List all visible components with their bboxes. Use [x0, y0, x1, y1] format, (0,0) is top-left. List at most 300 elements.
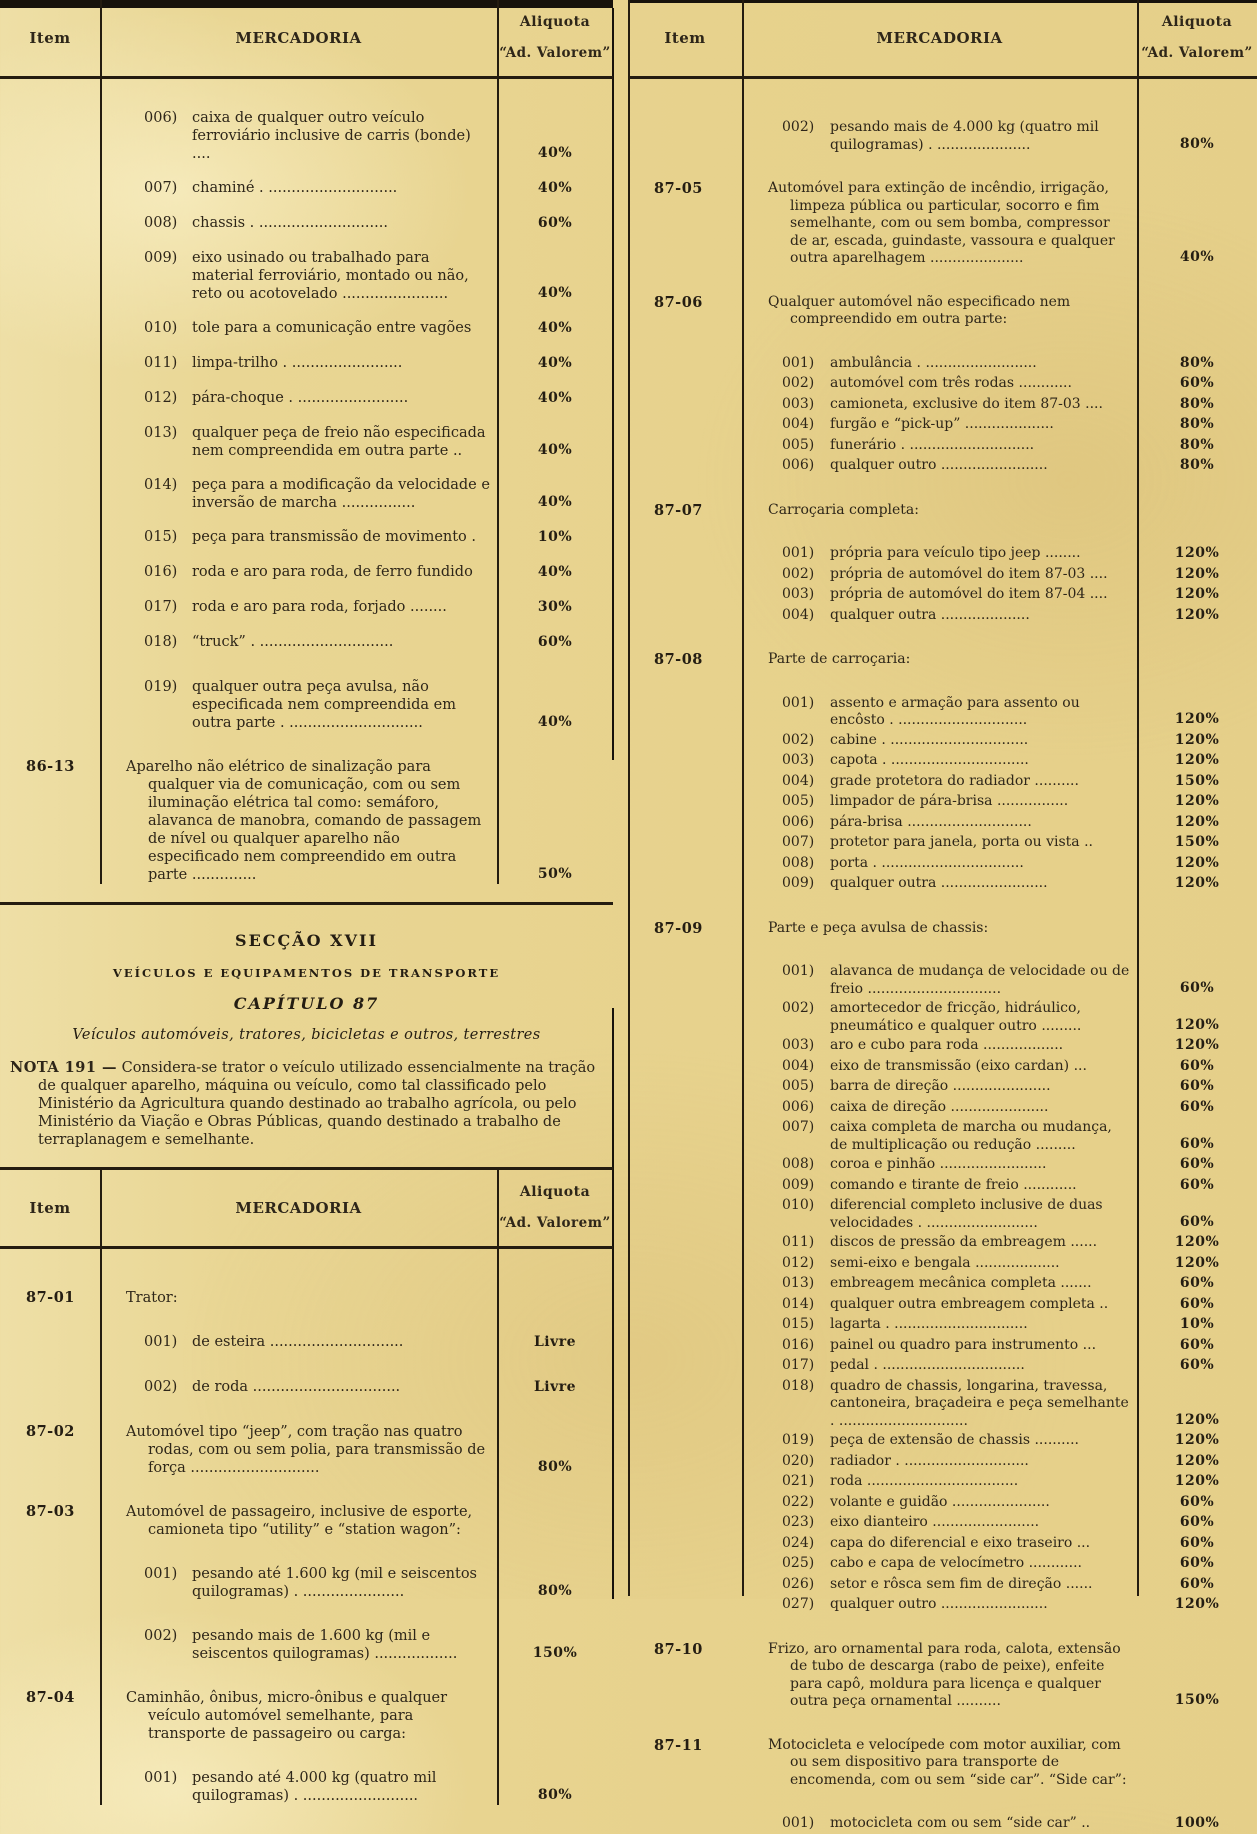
item-code	[628, 355, 742, 374]
description-text: volante e guidão ......................	[830, 1493, 1050, 1510]
item-code	[0, 1769, 100, 1805]
description-text: própria para veículo tipo jeep ........	[830, 545, 1081, 561]
table-row	[0, 528, 613, 547]
item-code	[628, 1197, 742, 1232]
description-text: qualquer outra ....................	[830, 606, 1030, 623]
mercadoria-description	[100, 1627, 497, 1663]
item-code	[628, 732, 742, 751]
col-header-item: Item	[29, 1199, 71, 1217]
description-text: Aparelho não elétrico de sinalização para qualquer via de comunicação, com ou sem iluminação elétrica tal como: semáforo, alavanca de manobra, comando de passagem de nível ou qualquer aparelho não especificado nem compreendido em outra parte ..............	[126, 759, 482, 883]
mercadoria-description	[742, 437, 1137, 456]
item-code	[628, 566, 742, 585]
table-header	[628, 0, 1257, 76]
sub-item-number: 010)	[782, 1197, 815, 1213]
item-code	[628, 1316, 742, 1335]
mercadoria-description	[742, 1535, 1137, 1554]
description-text: limpador de pára-brisa ................	[830, 793, 1069, 809]
section-subtitle: VEÍCULOS E EQUIPAMENTOS DE TRANSPORTE	[112, 966, 501, 980]
description-text: “truck” . .............................	[192, 634, 394, 650]
aliquota-rate: 40%	[537, 180, 573, 196]
sub-item-number: 022)	[782, 1493, 815, 1510]
description-text: cabine . ...............................	[830, 731, 1029, 748]
col-header-aliquota: Aliquota “Ad. Valorem”	[499, 1184, 611, 1231]
description-text: lagarta . ..............................	[830, 1316, 1028, 1332]
item-code	[0, 1565, 100, 1601]
table-row	[0, 424, 613, 460]
table-row	[628, 607, 1257, 626]
item-code	[0, 1627, 100, 1663]
aliquota-rate: 60%	[1179, 1156, 1215, 1172]
col-header-item: Item	[29, 29, 71, 47]
description-text: caixa completa de marcha ou mudança, de multiplicação ou redução .........	[830, 1119, 1112, 1153]
item-code: 87-04	[26, 1689, 75, 1706]
table-row	[628, 1296, 1257, 1315]
item-code	[0, 249, 100, 303]
sub-item-number: 011)	[782, 1234, 815, 1250]
item-code	[628, 1555, 742, 1574]
aliquota-rate: 120%	[1174, 731, 1220, 748]
aliquota-rate: 60%	[1179, 1295, 1215, 1312]
table-row	[628, 695, 1257, 730]
table-row	[628, 752, 1257, 771]
description-text: Parte e peça avulsa de chassis:	[768, 919, 989, 936]
mercadoria-description	[742, 1156, 1137, 1175]
mercadoria-description	[742, 1255, 1137, 1274]
col-header-mercadoria: MERCADORIA	[235, 1199, 362, 1217]
sub-item-number: 012)	[144, 390, 178, 406]
mercadoria-description	[742, 1296, 1137, 1315]
mercadoria-description	[100, 249, 497, 303]
aliquota-rate: 80%	[1179, 416, 1215, 432]
description-text: grade protetora do radiador ..........	[830, 772, 1079, 789]
sub-item-number: 001)	[782, 545, 815, 561]
table-row	[628, 732, 1257, 751]
chapter-description: Veículos automóveis, tratores, bicicletas e outros, terrestres	[72, 1027, 541, 1043]
sub-item-number: 003)	[782, 586, 815, 602]
description-text: alavanca de mudança de velocidade ou de freio ..............................	[830, 963, 1130, 997]
item-code	[0, 678, 100, 732]
sub-item-number: 025)	[782, 1555, 815, 1571]
mercadoria-description	[100, 179, 497, 198]
item-code	[0, 319, 100, 338]
table-row	[628, 1275, 1257, 1294]
description-text: peça para a modificação da velocidade e inversão de marcha ................	[192, 477, 490, 511]
aliquota-rate: 10%	[537, 529, 573, 545]
col-header-mercadoria: MERCADORIA	[235, 29, 362, 47]
aliquota-rate: Livre	[533, 1334, 577, 1350]
table-row	[0, 1289, 613, 1307]
aliquota-rate: 120%	[1174, 586, 1220, 602]
aliquota-rate: 60%	[1179, 1514, 1215, 1530]
sub-item-number: 002)	[782, 731, 815, 748]
table-row	[628, 180, 1257, 268]
description-text: camioneta, exclusive do item 87-03 ....	[830, 395, 1103, 412]
item-code	[628, 875, 742, 894]
mercadoria-description	[100, 476, 497, 512]
sub-item-number: 002)	[144, 1628, 178, 1644]
aliquota-rate: 120%	[1174, 793, 1220, 809]
item-code	[628, 607, 742, 626]
mercadoria-description	[100, 424, 497, 460]
aliquota-rate: 60%	[1179, 1135, 1215, 1152]
description-text: discos de pressão da embreagem ......	[830, 1234, 1098, 1250]
item-code: 87-06	[654, 293, 703, 311]
aliquota-rate: 60%	[1179, 1078, 1215, 1094]
mercadoria-description	[100, 1289, 497, 1307]
sub-item-number: 001)	[144, 1334, 178, 1350]
aliquota-rate: 150%	[1174, 772, 1220, 789]
description-text: coroa e pinhão ........................	[830, 1156, 1047, 1172]
description-text: assento e armação para assento ou encôsto . .............................	[830, 694, 1080, 728]
item-code	[0, 109, 100, 163]
aliquota-rate: 50%	[537, 866, 573, 882]
mercadoria-description	[742, 1641, 1137, 1711]
item-code	[628, 586, 742, 605]
description-text: de esteira .............................	[192, 1334, 404, 1350]
description-text: Parte de carroçaria:	[768, 651, 911, 667]
description-text: quadro de chassis, longarina, travessa, cantoneira, braçadeira e peça semelhante . .............................	[830, 1377, 1129, 1429]
item-code	[628, 1576, 742, 1595]
item-code: 87-11	[654, 1736, 703, 1754]
aliquota-rate	[1137, 936, 1257, 937]
mercadoria-description	[742, 834, 1137, 853]
sub-item-number: 006)	[782, 813, 815, 830]
table-row	[628, 773, 1257, 792]
mercadoria-description	[742, 732, 1137, 751]
table-row	[0, 678, 613, 732]
table-row	[628, 1535, 1257, 1554]
item-code	[628, 1275, 742, 1294]
mercadoria-description	[742, 119, 1137, 154]
table-row	[0, 1423, 613, 1477]
nota-paragraph	[10, 1059, 603, 1149]
item-code: 87-01	[26, 1289, 75, 1306]
description-text: peça de extensão de chassis ..........	[830, 1432, 1079, 1448]
description-text: eixo de transmissão (eixo cardan) ...	[830, 1057, 1087, 1074]
mercadoria-description	[742, 1275, 1137, 1294]
sub-item-number: 004)	[782, 606, 815, 623]
mercadoria-description	[100, 1565, 497, 1601]
sub-item-number: 014)	[144, 477, 178, 493]
table-row	[628, 396, 1257, 415]
item-code	[628, 1432, 742, 1451]
mercadoria-description	[742, 1357, 1137, 1376]
table-header	[0, 0, 613, 76]
description-text: embreagem mecânica completa .......	[830, 1275, 1092, 1291]
table-row	[0, 1689, 613, 1743]
sub-item-number: 018)	[144, 634, 178, 650]
aliquota-rate: 80%	[1179, 354, 1215, 371]
table-row	[0, 1627, 613, 1663]
description-text: Trator:	[126, 1290, 178, 1306]
description-text: porta . ................................	[830, 854, 1024, 871]
table-row	[628, 1177, 1257, 1196]
mercadoria-description	[100, 1423, 497, 1477]
mercadoria-description	[742, 1119, 1137, 1154]
item-code	[628, 1000, 742, 1035]
aliquota-rate: 60%	[1179, 1357, 1215, 1373]
description-text: Frizo, aro ornamental para roda, calota, extensão de tubo de descarga (rabo de peixe), enfeite para capô, moldura para licença e qualquer outra peça ornamental ..........	[768, 1640, 1121, 1709]
sub-item-number: 004)	[782, 772, 815, 789]
item-code	[628, 1255, 742, 1274]
item-code	[628, 437, 742, 456]
table-row	[0, 1565, 613, 1601]
aliquota-rate: 120%	[1174, 875, 1220, 891]
description-text: capota . ...............................	[830, 752, 1029, 768]
sub-item-number: 009)	[144, 250, 178, 266]
description-text: própria de automóvel do item 87-04 ....	[830, 586, 1108, 602]
item-code: 87-08	[654, 651, 703, 668]
sub-item-number: 004)	[782, 416, 815, 432]
item-code: 87-02	[26, 1423, 75, 1440]
table-row	[628, 1555, 1257, 1574]
tariff-table-lower-left	[0, 1170, 613, 1805]
aliquota-rate: 40%	[537, 320, 573, 336]
item-code	[628, 963, 742, 998]
sub-item-number: 001)	[782, 354, 815, 371]
aliquota-rate: 120%	[1174, 1254, 1220, 1271]
aliquota-rate: 60%	[1179, 1493, 1215, 1510]
sub-item-number: 027)	[782, 1596, 815, 1612]
table-row	[628, 375, 1257, 394]
sub-item-number: 016)	[144, 564, 178, 580]
description-text: Qualquer automóvel não especificado nem compreendido em outra parte:	[768, 293, 1071, 327]
item-code	[0, 528, 100, 547]
table-body	[0, 79, 613, 884]
description-text: automóvel com três rodas ............	[830, 375, 1072, 391]
mercadoria-description	[742, 920, 1137, 938]
aliquota-rate	[1137, 1788, 1257, 1789]
item-code: 87-03	[26, 1503, 75, 1520]
item-code	[628, 119, 742, 154]
mercadoria-description	[742, 855, 1137, 874]
sub-item-number: 026)	[782, 1575, 815, 1592]
sub-item-number: 002)	[782, 375, 815, 391]
sub-item-number: 018)	[782, 1377, 815, 1394]
mercadoria-description	[742, 1737, 1137, 1790]
description-text: roda e aro para roda, de ferro fundido	[192, 564, 473, 580]
aliquota-rate: 40%	[537, 355, 573, 371]
item-code: 87-09	[654, 919, 703, 937]
section-heading-block	[0, 905, 613, 1155]
aliquota-rate: 120%	[1174, 545, 1220, 561]
sub-item-number: 003)	[782, 395, 815, 412]
aliquota-rate: 30%	[537, 599, 573, 615]
description-text: qualquer outro ........................	[830, 1596, 1048, 1612]
item-code	[628, 396, 742, 415]
aliquota-rate: 80%	[1179, 436, 1215, 453]
item-code	[0, 476, 100, 512]
table-row	[628, 586, 1257, 605]
table-row	[628, 416, 1257, 435]
description-text: pesando mais de 1.600 kg (mil e seiscentos quilogramas) ..................	[192, 1628, 458, 1662]
table-row	[628, 1197, 1257, 1232]
item-code	[0, 389, 100, 408]
sub-item-number: 017)	[144, 599, 178, 615]
table-row	[0, 1378, 613, 1397]
item-code: 87-07	[654, 501, 703, 519]
item-code	[628, 1037, 742, 1056]
mercadoria-description	[742, 396, 1137, 415]
mercadoria-description	[742, 651, 1137, 669]
sub-item-number: 009)	[782, 1176, 815, 1193]
table-row	[628, 1255, 1257, 1274]
aliquota-rate: 60%	[1179, 1275, 1215, 1291]
item-code	[0, 179, 100, 198]
aliquota-rate: 80%	[537, 1459, 573, 1475]
description-text: pára-choque . ........................	[192, 390, 409, 406]
description-text: pesando até 1.600 kg (mil e seiscentos quilogramas) . ......................	[192, 1566, 477, 1600]
description-text: eixo dianteiro ........................	[830, 1514, 1040, 1530]
sub-item-number: 013)	[782, 1275, 815, 1291]
mercadoria-description	[742, 1000, 1137, 1035]
table-row	[628, 793, 1257, 812]
col-header-aliquota: Aliquota “Ad. Valorem”	[1141, 14, 1253, 61]
aliquota-rate: 80%	[1179, 395, 1215, 412]
item-code	[628, 375, 742, 394]
aliquota-rate: 80%	[537, 1787, 573, 1803]
sub-item-number: 001)	[782, 1815, 815, 1831]
table-row	[628, 1058, 1257, 1077]
aliquota-rate: 120%	[1174, 854, 1220, 871]
description-text: cabo e capa de velocímetro ............	[830, 1555, 1082, 1571]
mercadoria-description	[100, 598, 497, 617]
sub-item-number: 023)	[782, 1514, 815, 1530]
sub-item-number: 004)	[782, 1057, 815, 1074]
table-row	[628, 1357, 1257, 1376]
aliquota-rate: 40%	[537, 494, 573, 510]
item-code	[0, 214, 100, 233]
aliquota-rate	[1137, 668, 1257, 669]
aliquota-rate: 40%	[537, 442, 573, 458]
table-row	[0, 1333, 613, 1352]
col-header-item: Item	[664, 29, 706, 47]
mercadoria-description	[100, 1769, 497, 1805]
description-text: diferencial completo inclusive de duas velocidades . .........................	[830, 1197, 1103, 1231]
table-row	[628, 1432, 1257, 1451]
item-code: 87-05	[654, 180, 703, 197]
table-row	[628, 502, 1257, 520]
mercadoria-description	[742, 1494, 1137, 1513]
description-text: caixa de qualquer outro veículo ferroviário inclusive de carris (bonde) ....	[192, 110, 471, 162]
mercadoria-description	[100, 319, 497, 338]
description-text: setor e rôsca sem fim de direção ......	[830, 1575, 1093, 1592]
table-row	[628, 1494, 1257, 1513]
item-code	[628, 1494, 742, 1513]
table-row	[0, 354, 613, 373]
aliquota-rate: 120%	[1174, 1452, 1220, 1469]
table-row	[628, 834, 1257, 853]
description-text: Caminhão, ônibus, micro-ônibus e qualquer veículo automóvel semelhante, para transporte de passageiro ou carga:	[126, 1690, 448, 1742]
sub-item-number: 012)	[782, 1254, 815, 1271]
aliquota-rate: 120%	[1174, 711, 1220, 727]
description-text: roda ..................................	[830, 1473, 1019, 1489]
description-text: chassis . ............................	[192, 215, 388, 231]
table-row	[628, 920, 1257, 938]
aliquota-rate: 80%	[537, 1583, 573, 1599]
mercadoria-description	[742, 416, 1137, 435]
item-code	[0, 598, 100, 617]
aliquota-rate: Livre	[533, 1379, 577, 1395]
mercadoria-description	[100, 633, 497, 652]
sub-item-number: 006)	[144, 110, 178, 126]
aliquota-rate: 120%	[1174, 1473, 1220, 1489]
section-title: SECÇÃO XVII	[235, 931, 378, 950]
mercadoria-description	[742, 1177, 1137, 1196]
aliquota-rate: 60%	[1179, 1336, 1215, 1353]
description-text: Automóvel tipo “jeep”, com tração nas quatro rodas, com ou sem polia, para transmissão de força ............................	[126, 1424, 486, 1476]
description-text: funerário . ............................	[830, 436, 1035, 453]
description-text: peça para transmissão de movimento .	[192, 529, 477, 545]
sub-item-number: 002)	[782, 119, 815, 135]
description-text: própria de automóvel do item 87-03 ....	[830, 565, 1108, 582]
sub-item-number: 008)	[144, 215, 178, 231]
aliquota-rate: 40%	[537, 390, 573, 406]
description-text: Automóvel de passageiro, inclusive de esporte, camioneta tipo “utility” e “station wagon”:	[126, 1504, 473, 1538]
mercadoria-description	[100, 354, 497, 373]
aliquota-rate: 150%	[532, 1645, 578, 1661]
table-row	[628, 1378, 1257, 1431]
table-row	[628, 1156, 1257, 1175]
sub-item-number: 020)	[782, 1452, 815, 1469]
table-row	[0, 1503, 613, 1539]
item-code	[628, 834, 742, 853]
sub-item-number: 002)	[144, 1379, 178, 1395]
item-code	[628, 416, 742, 435]
item-code	[628, 1177, 742, 1196]
sub-item-number: 005)	[782, 1078, 815, 1094]
table-row	[628, 1453, 1257, 1472]
sub-item-number: 009)	[782, 875, 815, 891]
table-row	[628, 457, 1257, 476]
sub-item-number: 019)	[144, 679, 178, 695]
table-row	[628, 1815, 1257, 1834]
table-row	[0, 1769, 613, 1805]
mercadoria-description	[742, 875, 1137, 894]
description-text: Motocicleta e velocípede com motor auxiliar, com ou sem dispositivo para transporte de encomenda, com ou sem “side car”. “Side car”:	[768, 1736, 1127, 1788]
table-body	[0, 1249, 613, 1805]
mercadoria-description	[100, 109, 497, 163]
table-row	[628, 1234, 1257, 1253]
aliquota-rate: 150%	[1174, 834, 1220, 850]
aliquota-rate: 120%	[1174, 1037, 1220, 1053]
description-text: protetor para janela, porta ou vista ..	[830, 834, 1093, 850]
mercadoria-description	[742, 586, 1137, 605]
sub-item-number: 006)	[782, 457, 815, 473]
aliquota-rate: 120%	[1174, 1596, 1220, 1612]
mercadoria-description	[100, 1503, 497, 1539]
sub-item-number: 024)	[782, 1534, 815, 1551]
mercadoria-description	[742, 1037, 1137, 1056]
aliquota-rate: 40%	[537, 564, 573, 580]
item-code	[628, 1453, 742, 1472]
aliquota-rate: 60%	[1179, 1057, 1215, 1074]
item-code	[628, 1296, 742, 1315]
mercadoria-description	[742, 1378, 1137, 1431]
item-code	[628, 793, 742, 812]
aliquota-rate: 80%	[1179, 457, 1215, 473]
description-text: furgão e “pick-up” ....................	[830, 416, 1054, 432]
table-row	[628, 1099, 1257, 1118]
table-row	[628, 1078, 1257, 1097]
sub-item-number: 007)	[782, 834, 815, 850]
left-column	[0, 0, 613, 1805]
col-header-aliquota: Aliquota “Ad. Valorem”	[499, 14, 611, 61]
table-row	[0, 389, 613, 408]
item-code	[628, 1156, 742, 1175]
table-row	[628, 545, 1257, 564]
table-row	[0, 249, 613, 303]
